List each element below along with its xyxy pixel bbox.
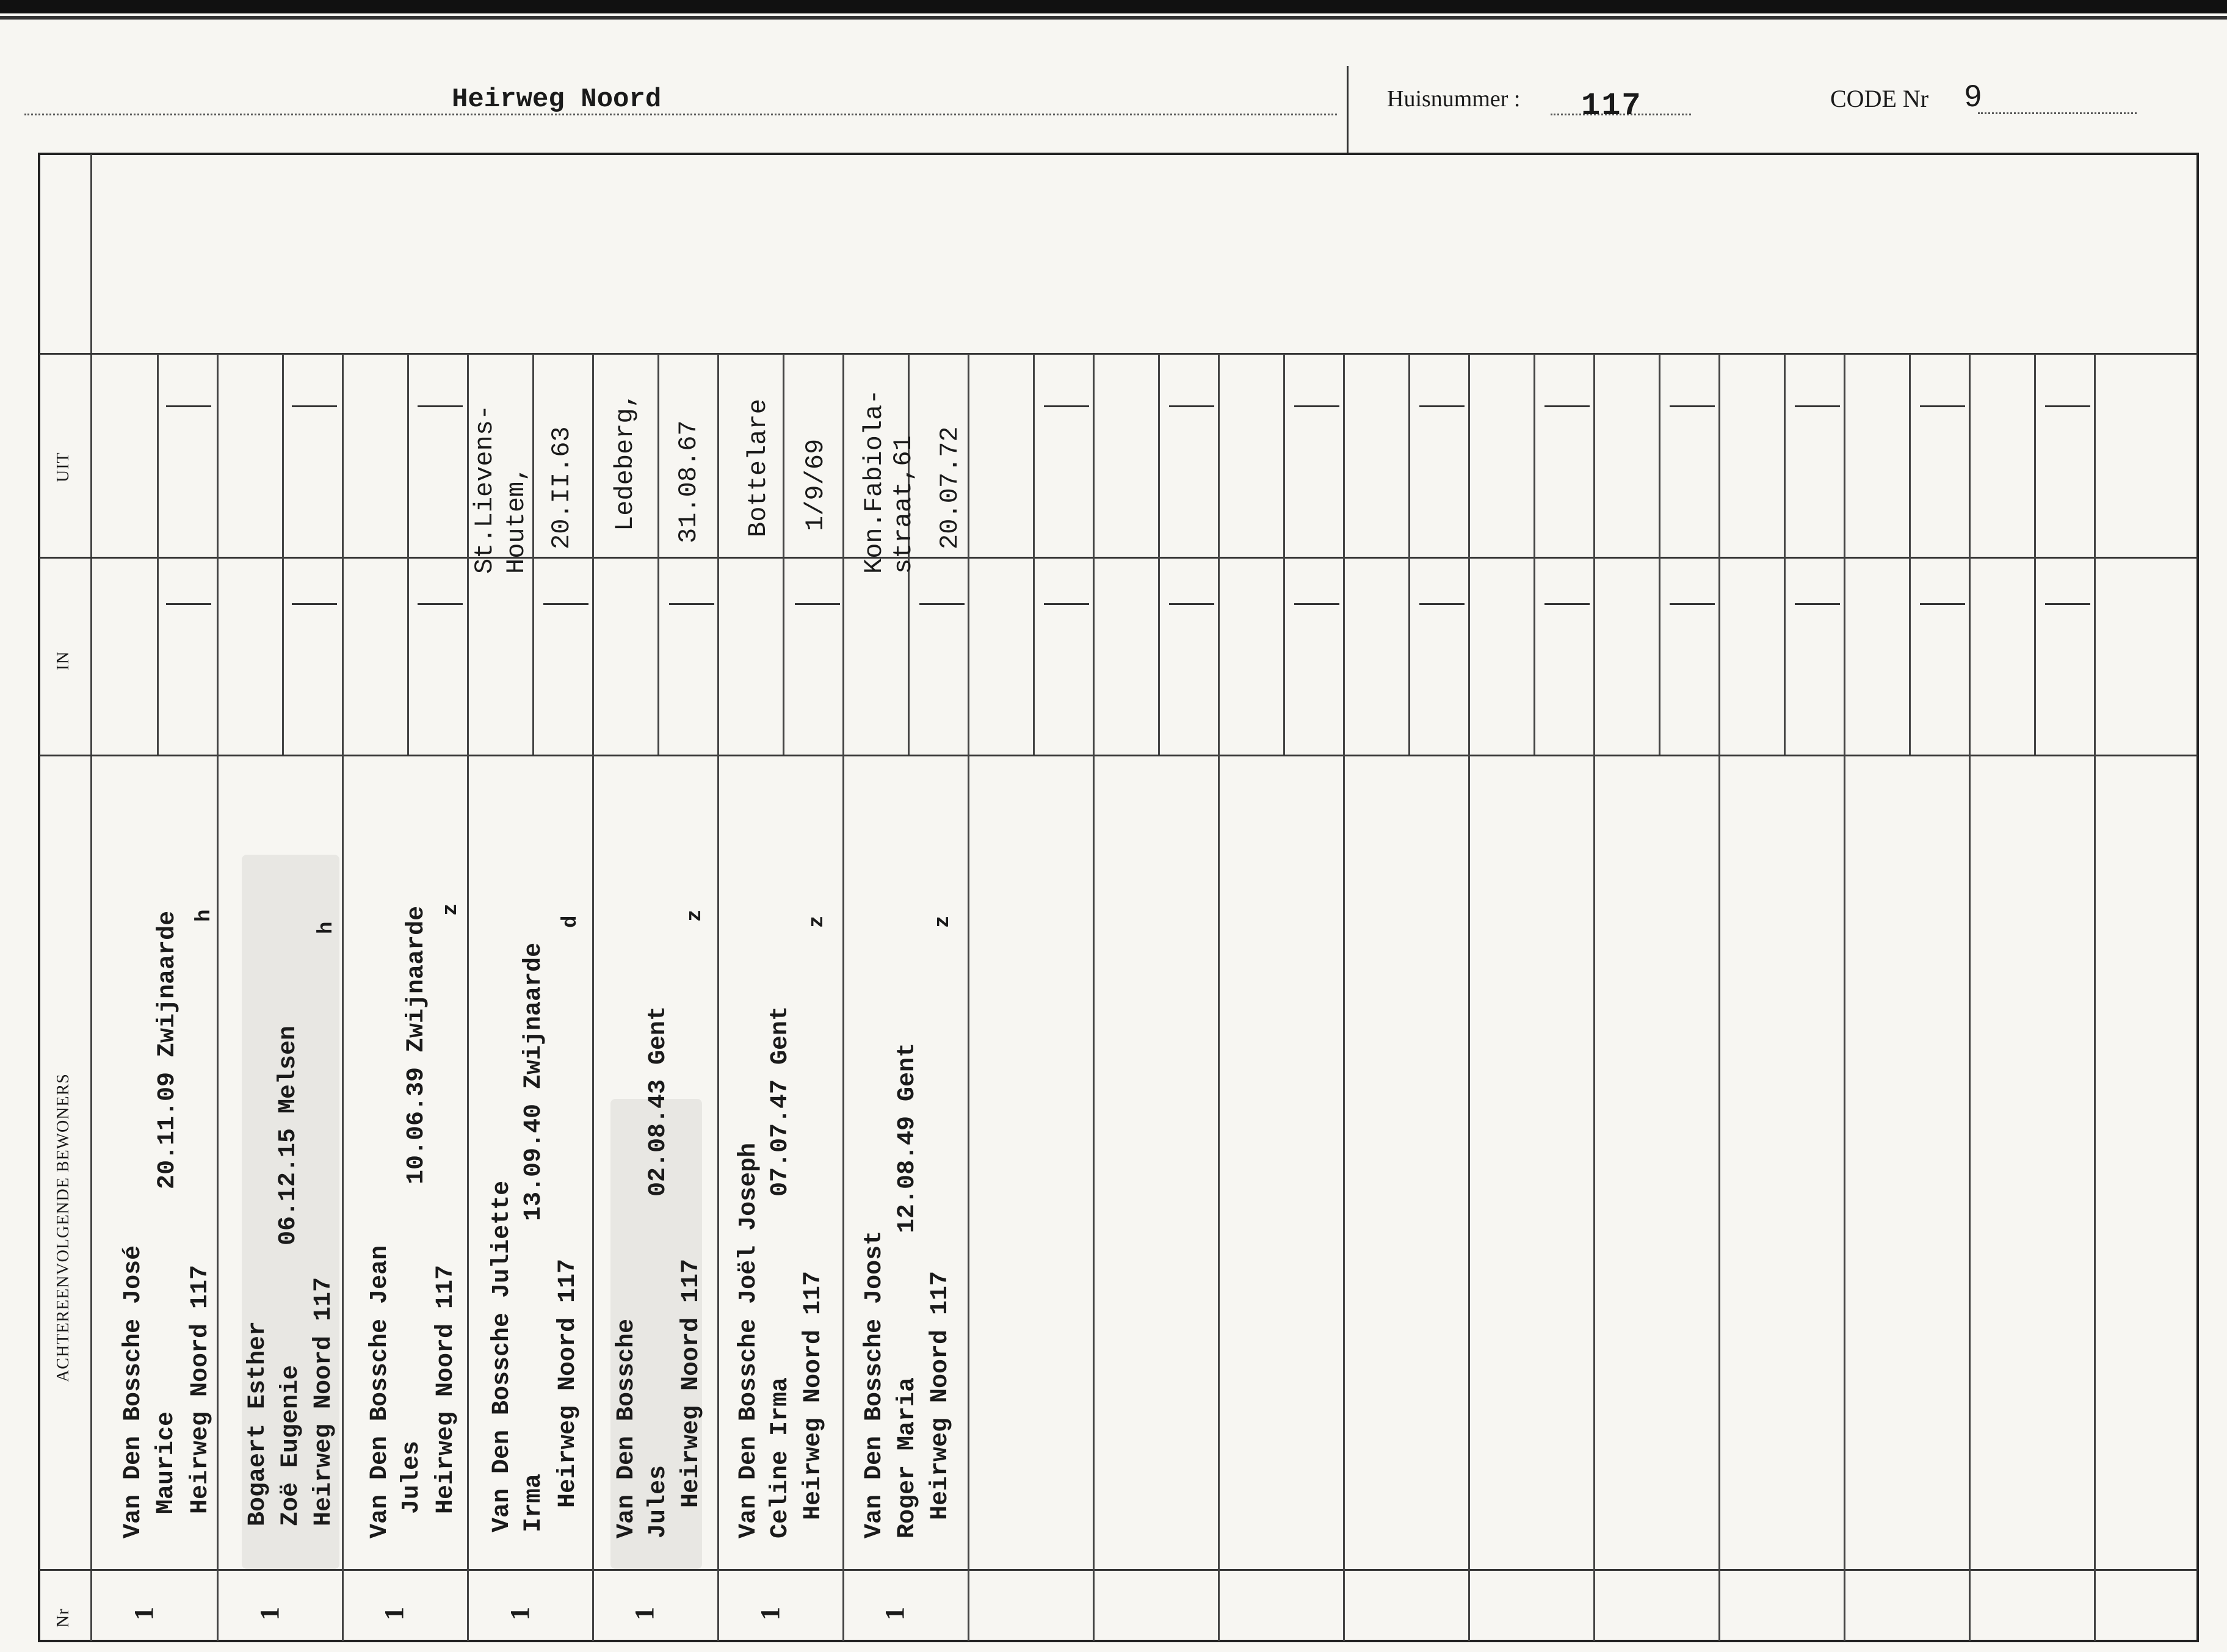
resident-address: Heirweg Noord 117 xyxy=(187,1264,214,1514)
uit-place-2: Houtem, xyxy=(502,466,531,574)
column-divider xyxy=(467,354,469,1641)
street-dotted-line xyxy=(24,114,1337,115)
resident-name-line1: Van Den Bossche Jean xyxy=(366,1245,394,1538)
resident-name-line2: Jules xyxy=(398,1440,425,1514)
in-empty-dash xyxy=(1294,603,1339,605)
resident-birth: 20.11.09 Zwijnaarde xyxy=(154,910,181,1189)
resident-birth: 07.07.47 Gent xyxy=(767,1005,794,1197)
column-divider xyxy=(1343,354,1345,1641)
resident-name-line1: Van Den Bossche José xyxy=(120,1245,147,1538)
entry-number: 1 xyxy=(755,1607,785,1620)
resident-mark: h xyxy=(193,909,216,922)
section-label-nr: Nr xyxy=(54,1608,73,1628)
column-divider xyxy=(1468,354,1470,1641)
label-divider-res xyxy=(39,1569,92,1571)
uit-place: Ledeberg, xyxy=(610,393,640,531)
half-column-divider xyxy=(1158,354,1160,755)
house-number-value: 117 xyxy=(1581,88,1642,124)
column-divider xyxy=(342,354,344,1641)
uit-empty-dash xyxy=(1670,405,1715,407)
in-empty-dash xyxy=(1670,603,1715,605)
uit-date: 31.08.67 xyxy=(674,420,703,543)
resident-mark: z xyxy=(684,909,707,922)
code-label: CODE Nr xyxy=(1830,85,1929,112)
scan-top-edge-secondary xyxy=(0,16,2227,20)
uit-date: 20.07.72 xyxy=(935,426,965,549)
half-column-divider xyxy=(783,354,784,755)
half-column-divider xyxy=(2034,354,2036,755)
entry-number: 1 xyxy=(880,1607,910,1620)
uit-empty-dash xyxy=(1544,405,1590,407)
half-column-divider xyxy=(1784,354,1786,755)
resident-address: Heirweg Noord 117 xyxy=(678,1258,705,1508)
code-dotted-line xyxy=(1978,112,2137,114)
uit-empty-dash xyxy=(1920,405,1965,407)
resident-mark: z xyxy=(440,903,463,916)
resident-name-line1: Van Den Bossche Joël Joseph xyxy=(735,1142,762,1538)
code-value: 9 xyxy=(1964,79,1982,113)
resident-name-line2: Roger Maria xyxy=(894,1377,921,1538)
entry-number: 1 xyxy=(379,1607,409,1620)
in-empty-dash xyxy=(1920,603,1965,605)
uit-empty-dash xyxy=(1044,405,1089,407)
column-divider xyxy=(2094,354,2096,1641)
in-empty-dash xyxy=(1419,603,1465,605)
half-column-divider xyxy=(1659,354,1660,755)
section-label-residents: ACHTEREENVOLGENDE BEWONERS xyxy=(54,1073,73,1382)
header-separator xyxy=(1347,66,1349,153)
half-column-divider xyxy=(1408,354,1410,755)
uit-empty-dash xyxy=(2045,405,2090,407)
resident-birth: 06.12.15 Melsen xyxy=(275,1025,302,1245)
resident-name-line1: Van Den Bossche xyxy=(613,1318,640,1538)
uit-empty-dash xyxy=(1169,405,1214,407)
register-table xyxy=(38,153,2199,1642)
resident-address: Heirweg Noord 117 xyxy=(927,1270,954,1520)
uit-place: Bottelare xyxy=(744,399,773,537)
resident-mark: h xyxy=(315,921,338,934)
uit-empty-dash xyxy=(1419,405,1465,407)
label-divider-top xyxy=(39,353,92,355)
entry-number: 1 xyxy=(129,1607,159,1620)
resident-mark: d xyxy=(559,915,582,928)
column-divider xyxy=(1844,354,1845,1641)
resident-name-line2: Celine Irma xyxy=(767,1377,794,1538)
resident-name-line2: Jules xyxy=(645,1465,672,1538)
entry-number: 1 xyxy=(629,1607,659,1620)
resident-birth: 13.09.40 Zwijnaarde xyxy=(520,942,548,1221)
uit-empty-dash xyxy=(1294,405,1339,407)
column-divider xyxy=(217,354,219,1641)
resident-mark: z xyxy=(806,915,829,928)
uit-date-dash xyxy=(418,405,463,407)
column-divider xyxy=(1218,354,1220,1641)
column-divider xyxy=(717,354,719,1641)
in-date-dash xyxy=(919,603,965,605)
divider-in-residents xyxy=(92,755,2198,756)
resident-name-line1: Van Den Bossche Joost xyxy=(861,1230,888,1538)
half-column-divider xyxy=(657,354,659,755)
label-divider-uit xyxy=(39,557,92,559)
entry-number: 1 xyxy=(255,1607,284,1620)
in-date-dash xyxy=(166,603,211,605)
uit-date: 1/9/69 xyxy=(801,438,830,531)
half-column-divider xyxy=(1283,354,1285,755)
in-date-dash xyxy=(795,603,840,605)
half-column-divider xyxy=(1534,354,1535,755)
column-divider xyxy=(592,354,594,1641)
resident-name-line2: Irma xyxy=(520,1473,548,1532)
in-empty-dash xyxy=(2045,603,2090,605)
resident-address: Heirweg Noord 117 xyxy=(800,1270,827,1520)
resident-mark: z xyxy=(932,915,955,928)
uit-empty-dash xyxy=(1795,405,1840,407)
resident-birth: 12.08.49 Gent xyxy=(894,1042,921,1233)
in-empty-dash xyxy=(1169,603,1214,605)
resident-address: Heirweg Noord 117 xyxy=(310,1277,338,1526)
uit-place: Kon.Fabiola- xyxy=(860,389,889,574)
in-empty-dash xyxy=(1544,603,1590,605)
resident-name-line1: Bogaert Esther xyxy=(244,1321,272,1526)
column-divider xyxy=(1969,354,1971,1641)
label-divider-in xyxy=(39,755,92,756)
uit-date: 20.II.63 xyxy=(547,426,576,549)
resident-address: Heirweg Noord 117 xyxy=(432,1264,460,1514)
divider-residents-nr xyxy=(92,1569,2198,1571)
in-date-dash xyxy=(669,603,714,605)
in-date-dash xyxy=(543,603,588,605)
uit-date-dash xyxy=(166,405,211,407)
resident-name-line2: Zoë Eugenie xyxy=(277,1364,305,1526)
in-date-dash xyxy=(292,603,337,605)
label-column-divider xyxy=(90,154,92,1641)
column-divider xyxy=(842,354,844,1641)
half-column-divider xyxy=(407,354,409,755)
section-label-uit: UIT xyxy=(54,452,73,482)
half-column-divider xyxy=(157,354,159,755)
house-number-label: Huisnummer : xyxy=(1387,86,1521,112)
in-date-dash xyxy=(418,603,463,605)
resident-address: Heirweg Noord 117 xyxy=(554,1258,582,1508)
uit-date-dash xyxy=(292,405,337,407)
scan-top-edge xyxy=(0,0,2227,13)
entry-number: 1 xyxy=(505,1607,535,1620)
column-divider xyxy=(968,354,969,1641)
column-divider xyxy=(1093,354,1095,1641)
in-empty-dash xyxy=(1044,603,1089,605)
uit-place-2: straat,61 xyxy=(889,435,918,574)
half-column-divider xyxy=(1033,354,1035,755)
resident-birth: 10.06.39 Zwijnaarde xyxy=(403,905,430,1184)
half-column-divider xyxy=(282,354,284,755)
column-divider xyxy=(1593,354,1595,1641)
uit-place: St.Lievens- xyxy=(470,404,499,574)
column-divider xyxy=(1718,354,1720,1641)
resident-name-line1: Van Den Bossche Juliette xyxy=(488,1180,516,1532)
resident-birth: 02.08.43 Gent xyxy=(645,1005,672,1197)
half-column-divider xyxy=(1909,354,1911,755)
half-column-divider xyxy=(532,354,534,755)
in-empty-dash xyxy=(1795,603,1840,605)
street-name: Heirweg Noord xyxy=(452,84,662,115)
resident-name-line2: Maurice xyxy=(153,1411,180,1514)
section-label-in: IN xyxy=(54,651,73,670)
